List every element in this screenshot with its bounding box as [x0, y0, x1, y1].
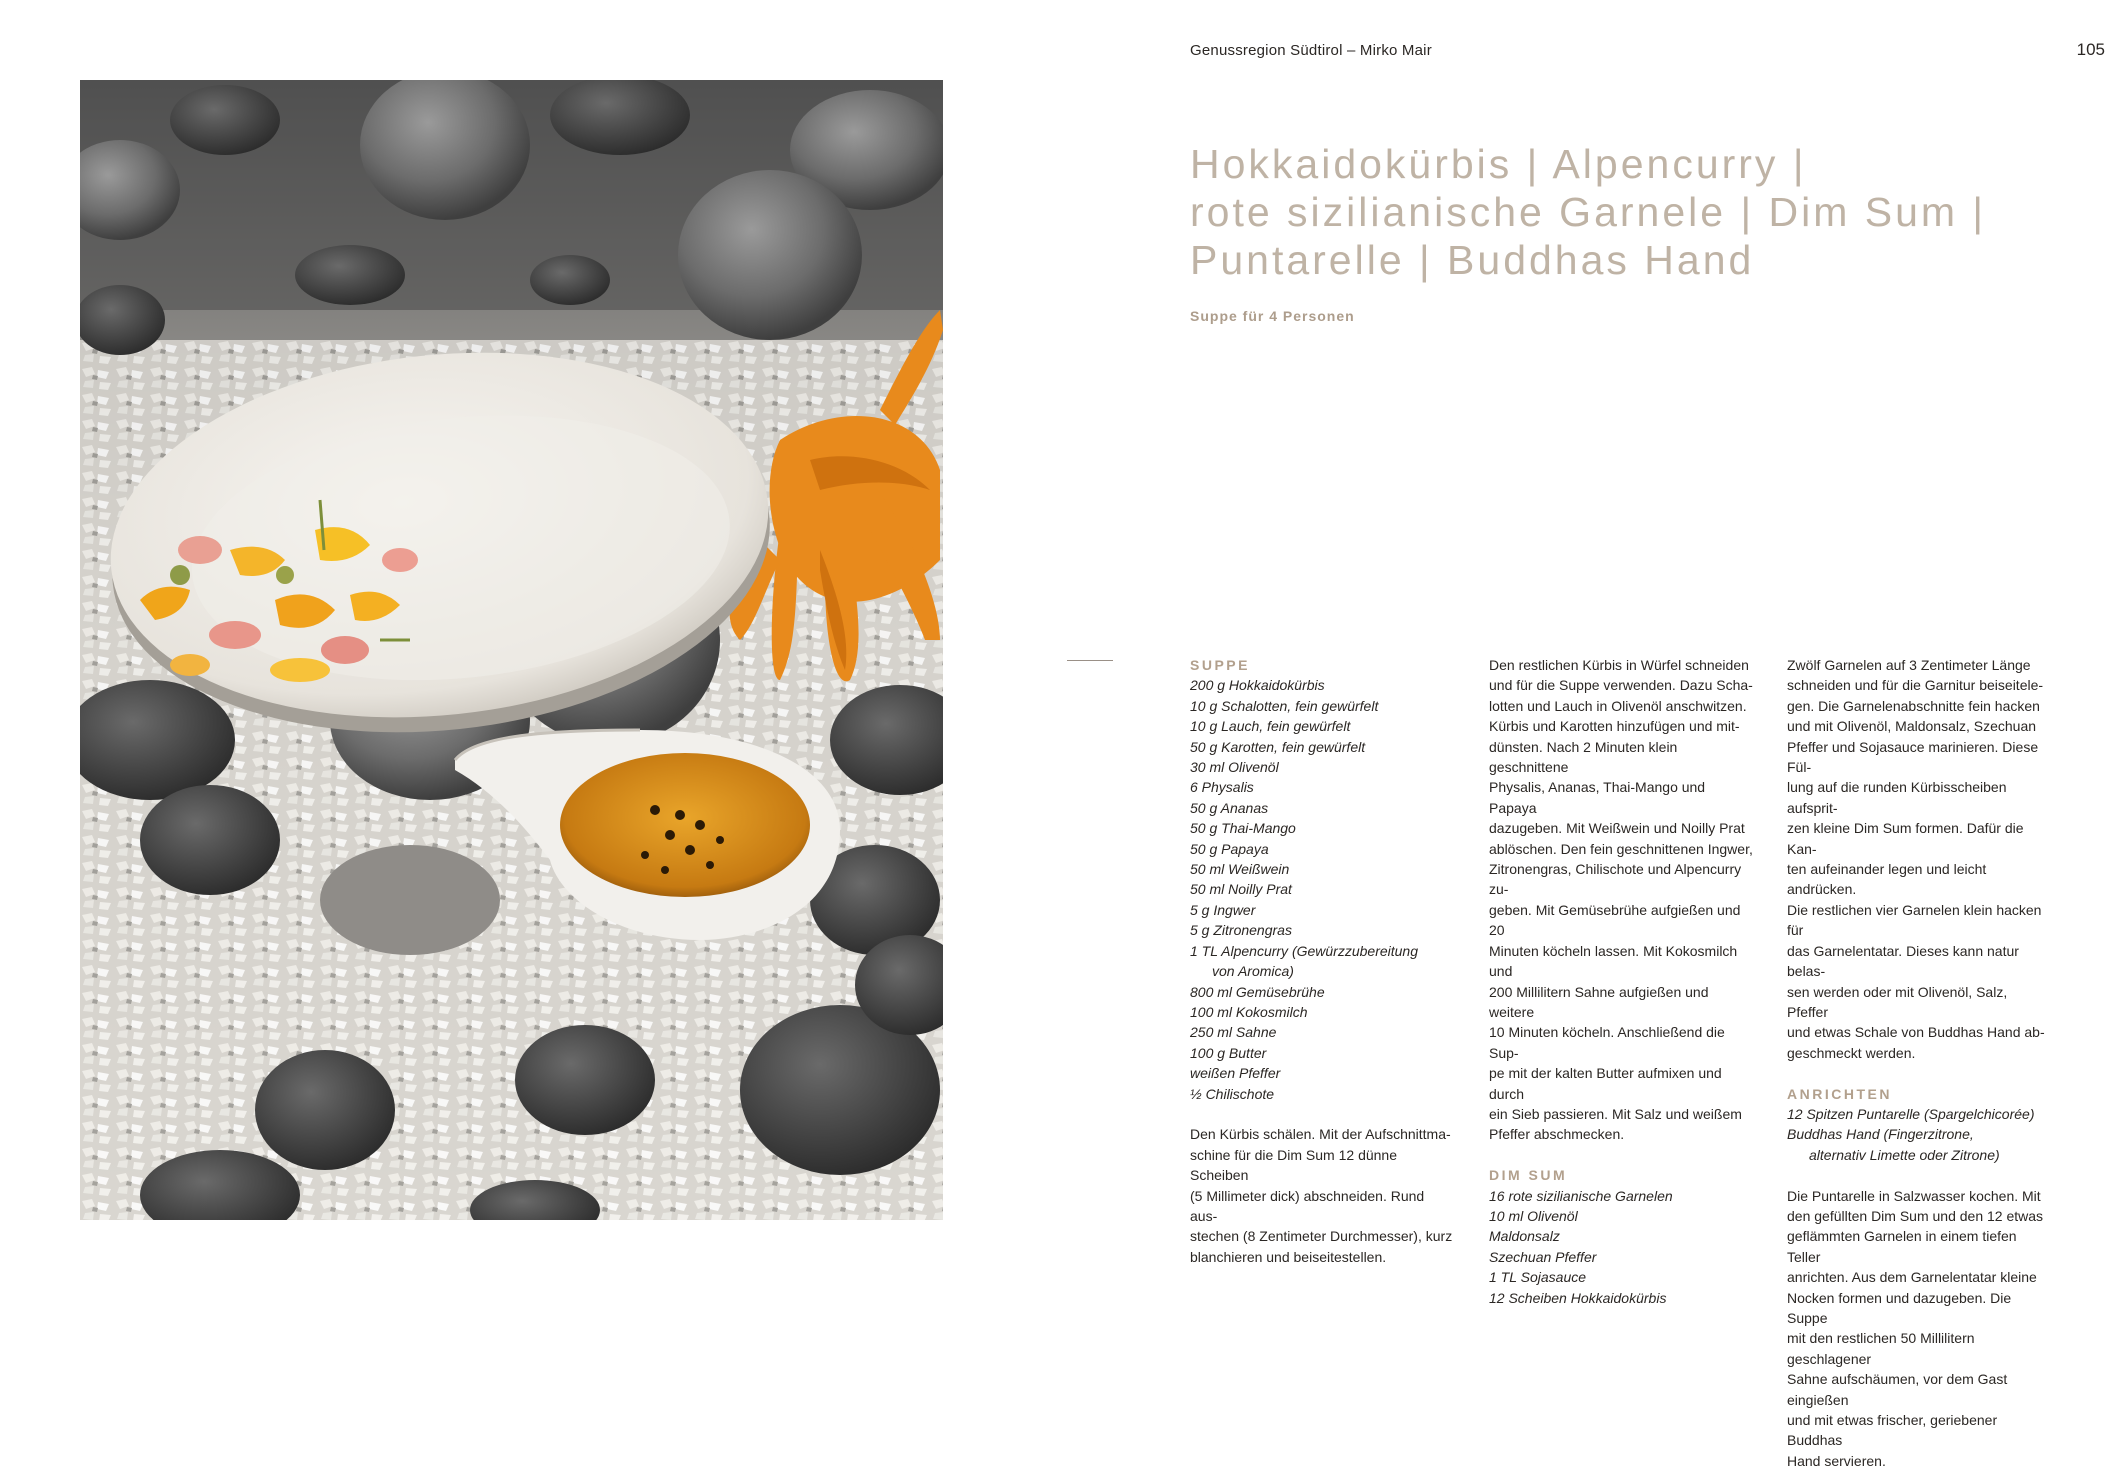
text-line: Kürbis und Karotten hinzufügen und mit-: [1489, 718, 1740, 735]
text-line: lung auf die runden Kürbisscheiben aufsprit-: [1787, 779, 2007, 816]
section-heading-anrichten: ANRICHTEN: [1787, 1085, 1892, 1102]
ingredient-item: weißen Pfeffer: [1190, 1065, 1281, 1082]
text-line: ten aufeinander legen und leicht andrücken.: [1787, 861, 1987, 898]
text-line: Zwölf Garnelen auf 3 Zentimeter Länge: [1787, 657, 2031, 673]
text-line: das Garnelentatar. Dieses kann natur belas-: [1787, 942, 2019, 980]
ingredient-item: 12 Scheiben Hokkaidokürbis: [1489, 1289, 1667, 1306]
ingredient-item: 5 g Ingwer: [1190, 901, 1256, 918]
text-line: dazugeben. Mit Weißwein und Noilly Prat: [1489, 820, 1745, 837]
text-line: ablöschen. Den fein geschnittenen Ingwer,: [1489, 840, 1753, 857]
text-line: schneiden und für die Garnitur beiseitele-: [1787, 677, 2044, 694]
text-line: ein Sieb passieren. Mit Salz und weißem: [1489, 1105, 1742, 1122]
ingredient-item: 50 g Karotten, fein gewürfelt: [1190, 738, 1366, 755]
ingredient-list-dim-sum: [1489, 1186, 1754, 1308]
ingredient-item: Buddhas Hand (Fingerzitrone,: [1787, 1126, 1974, 1143]
text-line: und mit etwas frischer, geriebener Buddhas: [1787, 1412, 1998, 1449]
text-line: blanchieren und beiseitestellen.: [1190, 1248, 1387, 1265]
text-line: mit den restlichen 50 Millilitern geschlagener: [1787, 1330, 1975, 1367]
text-line: stechen (8 Zentimeter Durchmesser), kurz: [1190, 1228, 1453, 1245]
text-line: Pfeffer und Sojasauce marinieren. Diese Fül-: [1787, 738, 2039, 776]
ingredient-item: 10 g Lauch, fein gewürfelt: [1190, 718, 1351, 735]
text-line: den gefüllten Dim Sum und den 12 etwas: [1787, 1207, 2044, 1224]
ingredient-item: 5 g Zitronengras: [1190, 922, 1292, 939]
text-line: geschmeckt werden.: [1787, 1044, 1916, 1061]
ingredient-item: 1 TL Alpencurry (Gewürzzubereitung: [1190, 942, 1418, 959]
text-line: schine für die Dim Sum 12 dünne Scheiben: [1190, 1146, 1397, 1184]
text-line: zen kleine Dim Sum formen. Dafür die Kan-: [1787, 820, 2024, 857]
ingredient-item: von Aromica): [1212, 963, 1294, 980]
text-line: dünsten. Nach 2 Minuten klein geschnittene: [1489, 738, 1678, 776]
ingredient-item: 16 rote sizilianische Garnelen: [1489, 1187, 1673, 1204]
method-text-dim-sum: [1787, 655, 2052, 1063]
ingredient-item: 100 g Butter: [1190, 1044, 1267, 1061]
ingredient-item: 10 g Schalotten, fein gewürfelt: [1190, 697, 1379, 714]
text-line: Die Puntarelle in Salzwasser kochen. Mit: [1787, 1187, 2041, 1204]
text-line: pe mit der kalten Butter aufmixen und durch: [1489, 1065, 1722, 1102]
recipe-title-line: Puntarelle | Buddhas Hand: [1190, 237, 1755, 283]
text-line: anrichten. Aus dem Garnelentatar kleine: [1787, 1269, 2037, 1286]
text-line: 200 Millilitern Sahne aufgießen und weitere: [1489, 983, 1709, 1020]
text-line: 10 Minuten köcheln. Anschließend die Sup-: [1489, 1024, 1725, 1061]
text-line: Die restlichen vier Garnelen klein hacken für: [1787, 901, 2042, 939]
method-text-suppe-continued: [1489, 655, 1754, 1145]
ingredient-item: 6 Physalis: [1190, 779, 1254, 796]
method-text-suppe: [1190, 1124, 1455, 1267]
text-line: sen werden oder mit Olivenöl, Salz, Pfeffer: [1787, 983, 2008, 1020]
ingredient-item: ½ Chilischote: [1190, 1085, 1275, 1102]
text-line: Den Kürbis schälen. Mit der Aufschnittma-: [1190, 1126, 1451, 1143]
text-line: (5 Millimeter dick) abschneiden. Rund aus-: [1190, 1187, 1425, 1224]
text-line: lotten und Lauch in Olivenöl anschwitzen.: [1489, 697, 1747, 714]
ingredient-item: 10 ml Olivenöl: [1489, 1207, 1578, 1224]
ingredient-item: 50 ml Noilly Prat: [1190, 881, 1292, 898]
text-line: Nocken formen und dazugeben. Die Suppe: [1787, 1289, 2012, 1326]
ingredient-item: 800 ml Gemüsebrühe: [1190, 983, 1325, 1000]
recipe-title-line: Hokkaidokürbis | Alpencurry |: [1190, 141, 1807, 187]
ingredient-item: 200 g Hokkaidokürbis: [1190, 677, 1325, 694]
ingredient-item: 50 ml Weißwein: [1190, 861, 1290, 878]
ingredient-item: 50 g Ananas: [1190, 799, 1269, 816]
text-line: Physalis, Ananas, Thai-Mango und Papaya: [1489, 779, 1706, 816]
ingredient-item: 50 g Thai-Mango: [1190, 820, 1296, 837]
text-line: geflämmten Garnelen in einem tiefen Teller: [1787, 1228, 2017, 1265]
ingredient-item: Szechuan Pfeffer: [1489, 1248, 1597, 1265]
recipe-subtitle: Suppe für 4 Personen: [1190, 308, 1355, 324]
ingredient-item: 100 ml Kokosmilch: [1190, 1003, 1308, 1020]
section-heading-suppe: SUPPE: [1190, 657, 1250, 673]
running-title: Genussregion Südtirol – Mirko Mair: [1190, 42, 1432, 59]
text-line: Pfeffer abschmecken.: [1489, 1126, 1625, 1143]
ingredient-item: 50 g Papaya: [1190, 840, 1269, 857]
dish-photo: [80, 80, 943, 1220]
ingredient-item: 250 ml Sahne: [1190, 1024, 1277, 1041]
text-line: und etwas Schale von Buddhas Hand ab-: [1787, 1024, 2045, 1041]
method-text-anrichten: [1787, 1186, 2052, 1471]
recipe-title: [1190, 140, 2010, 284]
section-heading-dim-sum: DIM SUM: [1489, 1167, 1568, 1184]
text-line: und mit Olivenöl, Maldonsalz, Szechuan: [1787, 718, 2037, 735]
ingredient-item: Maldonsalz: [1489, 1228, 1560, 1245]
column-3: [1787, 655, 2052, 1471]
text-line: Zitronengras, Chilischote und Alpencurry zu-: [1489, 861, 1742, 898]
ingredient-item: 1 TL Sojasauce: [1489, 1269, 1587, 1286]
margin-rule: [1067, 660, 1113, 661]
ingredient-item: alternativ Limette oder Zitrone): [1809, 1146, 2000, 1163]
text-line: Hand servieren.: [1787, 1452, 1886, 1469]
text-line: und für die Suppe verwenden. Dazu Scha-: [1489, 677, 1753, 694]
ingredient-list-suppe: [1190, 675, 1455, 1104]
text-line: Minuten köcheln lassen. Mit Kokosmilch und: [1489, 942, 1738, 980]
text-line: Den restlichen Kürbis in Würfel schneiden: [1489, 657, 1749, 673]
text-line: Sahne aufschäumen, vor dem Gast eingießen: [1787, 1371, 2008, 1408]
text-line: geben. Mit Gemüsebrühe aufgießen und 20: [1489, 901, 1741, 939]
ingredient-item: 30 ml Olivenöl: [1190, 759, 1279, 776]
dish-photo-illustration: [80, 80, 943, 1220]
page-number: 105: [2076, 40, 2105, 59]
ingredient-list-anrichten: [1787, 1104, 2052, 1165]
column-2: [1489, 655, 1754, 1308]
recipe-title-line: rote sizilianische Garnele | Dim Sum |: [1190, 189, 1987, 235]
ingredient-item: 12 Spitzen Puntarelle (Spargelchicorée): [1787, 1105, 2035, 1122]
column-1: [1190, 655, 1455, 1267]
text-line: gen. Die Garnelenabschnitte fein hacken: [1787, 697, 2040, 714]
